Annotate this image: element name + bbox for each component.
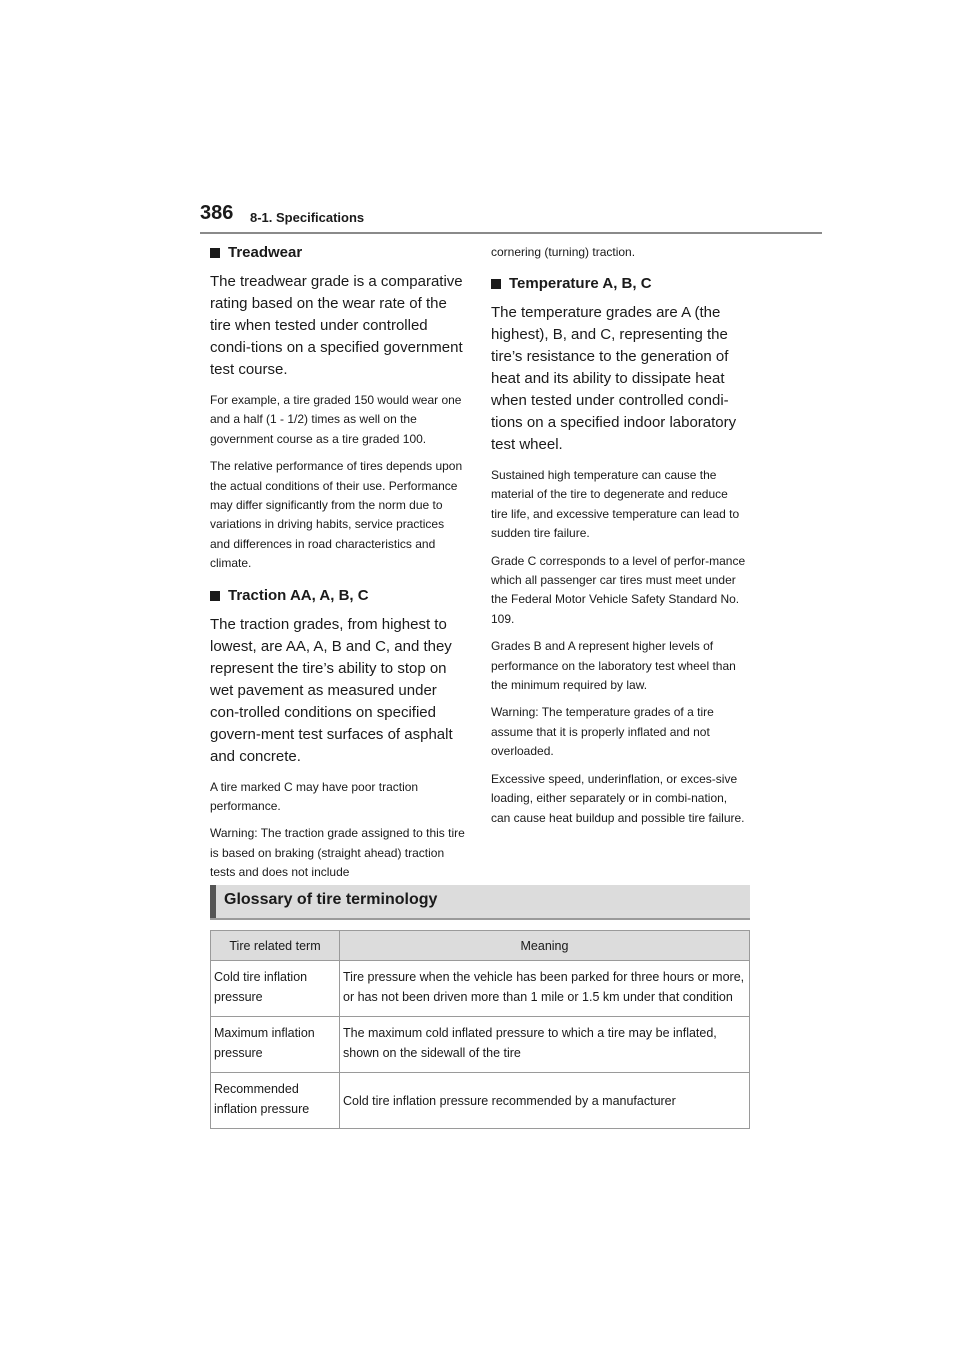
- heading-accent: [210, 885, 216, 918]
- temperature-note-2: Grade C corresponds to a level of perfor-mance which all passenger car tires must meet under the Federal Motor Vehicle Safety Standard No. 109.: [491, 553, 746, 626]
- table-row: [211, 1017, 750, 1073]
- traction-heading: [210, 586, 466, 606]
- treadwear-note-1: For example, a tire graded 150 would wear one and a half (1 - 1/2) times as well on the government course as a tire graded 100.: [210, 393, 462, 446]
- treadwear-note-2: The relative performance of tires depends upon the actual conditions of their use. Performance may differ significantly from the norm due to variations in driving habits, service practices and differences in road characteristics and climate.: [210, 459, 463, 571]
- traction-note-2: Warning: The traction grade assigned to this tire is based on braking (straight ahead) traction tests and does not include: [210, 826, 465, 880]
- term-cell: Maximum inflation pressure: [211, 1017, 340, 1073]
- traction-note-1: A tire marked C may have poor traction performance.: [210, 779, 419, 814]
- traction-body: The traction grades, from highest to lowest, are AA, A, B and C, and they represent the tire’s ability to stop on wet pavement as measured under con-trolled conditions on specified govern-ment test surfaces of asphalt and concrete.: [210, 615, 453, 765]
- section-title: 8-1. Specifications: [250, 210, 365, 225]
- square-bullet-icon: [210, 591, 220, 601]
- treadwear-body: The treadwear grade is a comparative rating based on the wear rate of the tire when tested under controlled condi-tions on a specified government test course.: [210, 273, 463, 378]
- glossary-heading-bar: [210, 885, 750, 920]
- temperature-heading: [491, 274, 747, 294]
- glossary-title: Glossary of tire terminology: [224, 891, 438, 908]
- temperature-note-3: Grades B and A represent higher levels of performance on the laboratory test wheel than the minimum required by law.: [491, 639, 736, 693]
- treadwear-heading: [210, 243, 466, 263]
- meaning-cell: The maximum cold inflated pressure to which a tire may be inflated, shown on the sidewall of the tire: [340, 1017, 750, 1073]
- temperature-note-5: Excessive speed, underinflation, or exces-sive loading, either separately or in combi-nation, can cause heat buildup and possible tire failure.: [491, 771, 745, 825]
- header-divider: [200, 232, 822, 234]
- table-row: [211, 1073, 750, 1129]
- column-header-meaning: Meaning: [340, 931, 750, 961]
- column-header-term: Tire related term: [211, 931, 340, 961]
- left-column: [210, 243, 466, 891]
- table-row: [211, 961, 750, 1017]
- traction-title: Traction AA, A, B, C: [228, 586, 369, 604]
- term-cell: Recommended inflation pressure: [211, 1073, 340, 1129]
- meaning-cell: Cold tire inflation pressure recommended by a manufacturer: [340, 1073, 750, 1129]
- temperature-note-1: Sustained high temperature can cause the material of the tire to degenerate and reduce tire life, and excessive temperature can lead to sudden tire failure.: [491, 468, 740, 541]
- square-bullet-icon: [491, 279, 501, 289]
- table-header-row: [211, 931, 750, 961]
- temperature-note-4: Warning: The temperature grades of a tire assume that it is properly inflated and not overloaded.: [491, 705, 714, 759]
- glossary-table: [210, 930, 750, 1129]
- right-column: [491, 243, 747, 836]
- square-bullet-icon: [210, 248, 220, 258]
- term-cell: Cold tire inflation pressure: [211, 961, 340, 1017]
- meaning-cell: Tire pressure when the vehicle has been parked for three hours or more, or has not been driven more than 1 mile or 1.5 km under that condition: [340, 961, 750, 1017]
- temperature-body: The temperature grades are A (the highest), B, and C, representing the tire’s resistance to the generation of heat and its ability to dissipate heat when tested under controlled condi-tions on a specified indoor laboratory test wheel.: [491, 304, 737, 453]
- traction-note-2-continued: cornering (turning) traction.: [491, 245, 636, 259]
- page-number: 386: [200, 202, 234, 224]
- temperature-title: Temperature A, B, C: [509, 275, 652, 292]
- treadwear-title: Treadwear: [228, 244, 303, 261]
